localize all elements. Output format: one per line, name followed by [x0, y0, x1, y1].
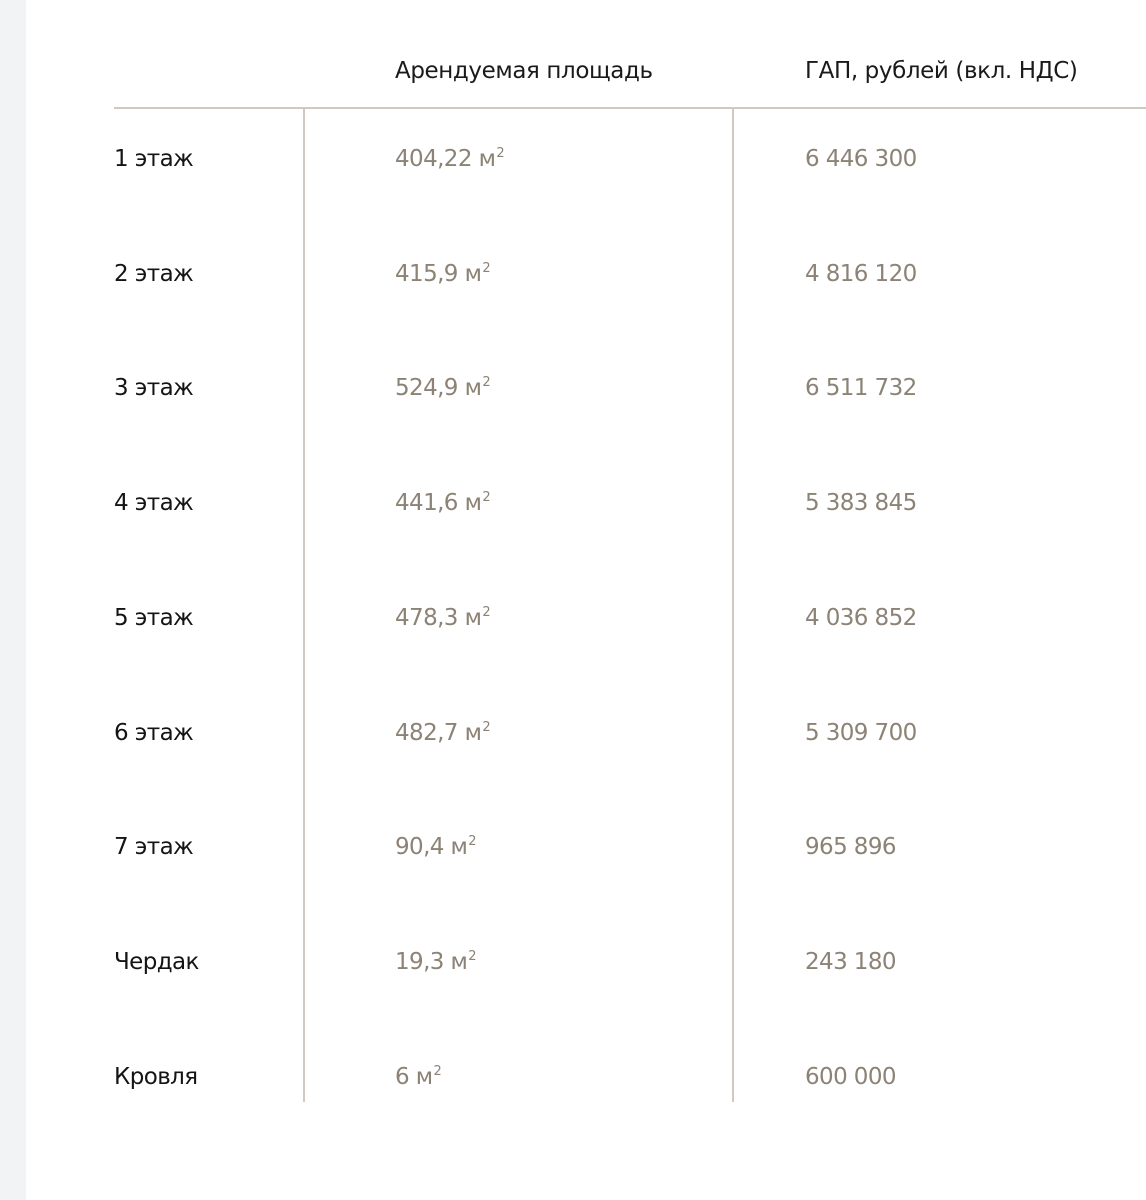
floor-label: 3 этаж [114, 375, 194, 401]
area-value: 482,7 $м^2$ [395, 720, 491, 746]
column-header-gap: ГАП, рублей (вкл. НДС) [805, 58, 1078, 84]
floor-label: 4 этаж [114, 490, 194, 516]
table-row [114, 946, 1146, 986]
floor-label: 1 этаж [114, 146, 194, 172]
area-value: 6 $м^2$ [395, 1064, 442, 1090]
gap-value: 5 383 845 [805, 490, 917, 516]
table-row [114, 831, 1146, 871]
area-value: 415,9 $м^2$ [395, 261, 491, 287]
floor-label: 5 этаж [114, 605, 194, 631]
floor-label: Чердак [114, 949, 199, 975]
gap-value: 600 000 [805, 1064, 896, 1090]
floor-label: Кровля [114, 1064, 198, 1090]
table-header [114, 0, 1146, 108]
area-value: 441,6 $м^2$ [395, 490, 491, 516]
table-row [114, 1061, 1146, 1101]
area-value: 404,22 $м^2$ [395, 146, 505, 172]
gap-value: 4 036 852 [805, 605, 917, 631]
area-value: 478,3 $м^2$ [395, 605, 491, 631]
gap-value: 6 446 300 [805, 146, 917, 172]
table-row [114, 717, 1146, 757]
header-divider [114, 107, 1146, 109]
area-value: 19,3 $м^2$ [395, 949, 476, 975]
gap-value: 5 309 700 [805, 720, 917, 746]
rental-area-table [114, 0, 1146, 1200]
column-header-area: Арендуемая площадь [395, 58, 653, 84]
floor-label: 7 этаж [114, 834, 194, 860]
left-margin-strip [0, 0, 26, 1200]
table-row [114, 602, 1146, 642]
table-row [114, 258, 1146, 298]
gap-value: 6 511 732 [805, 375, 917, 401]
table-row [114, 143, 1146, 183]
gap-value: 4 816 120 [805, 261, 917, 287]
area-value: 524,9 $м^2$ [395, 375, 491, 401]
floor-label: 2 этаж [114, 261, 194, 287]
table-row [114, 487, 1146, 527]
area-value: 90,4 $м^2$ [395, 834, 476, 860]
gap-value: 965 896 [805, 834, 896, 860]
floor-label: 6 этаж [114, 720, 194, 746]
table-row [114, 372, 1146, 412]
gap-value: 243 180 [805, 949, 896, 975]
